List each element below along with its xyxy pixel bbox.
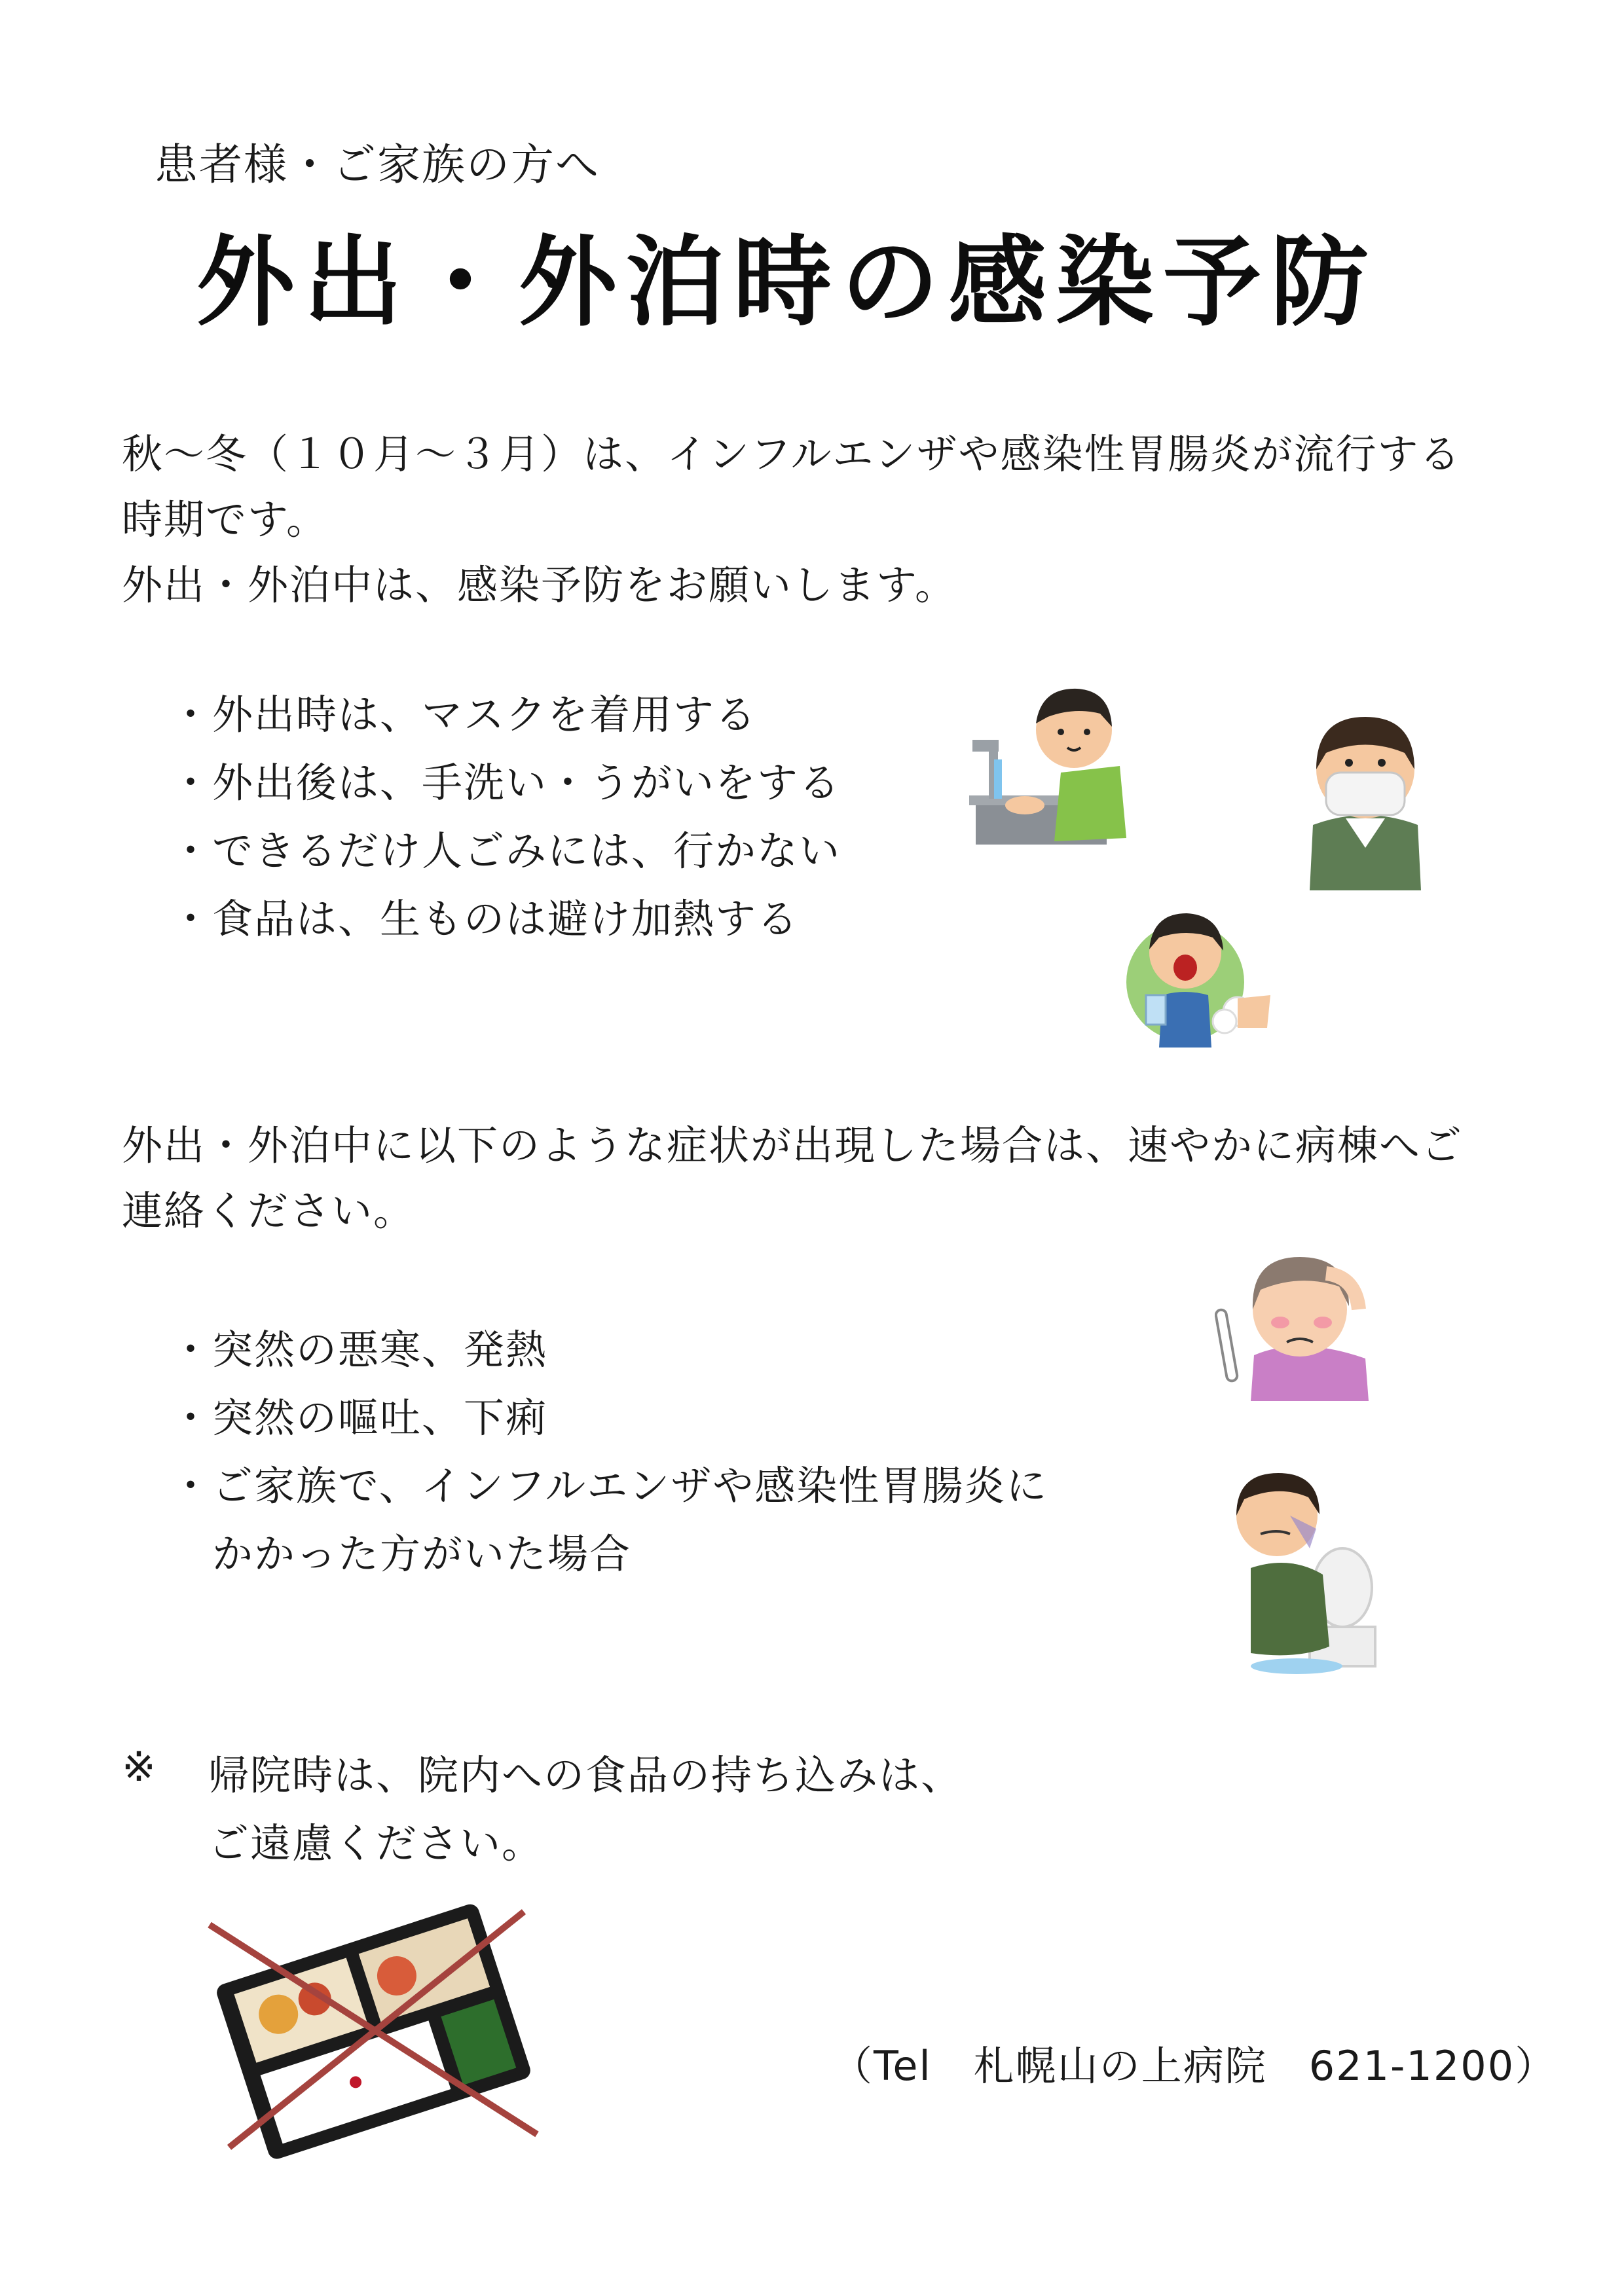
list-item: ・食品は、生ものは避け加熱する <box>170 895 800 943</box>
contact-info: （Tel 札幌山の上病院 621-1200） <box>832 2042 1557 2090</box>
mask-person-illustration <box>1300 707 1431 890</box>
note-mark: ※ <box>122 1743 156 1791</box>
note-line-2: ご遠慮ください。 <box>208 1819 544 1867</box>
list-item: ・外出時は、マスクを着用する <box>170 691 758 738</box>
gargling-illustration <box>1126 897 1270 1054</box>
list-item: ・ご家族で、インフルエンザや感染性胃腸炎に <box>170 1462 1048 1510</box>
intro-line-3: 外出・外泊中は、感染予防をお願いします。 <box>122 561 957 609</box>
diarrhea-illustration <box>1225 1457 1382 1679</box>
subtitle: 患者様・ご家族の方へ <box>155 139 600 190</box>
list-item: かかった方がいた場合 <box>170 1530 632 1578</box>
no-food-bento-illustration <box>196 1899 563 2160</box>
symptoms-intro-line-2: 連絡ください。 <box>122 1187 416 1235</box>
handwashing-illustration <box>963 668 1133 858</box>
prevention-list <box>170 681 841 953</box>
list-item: ・できるだけ人ごみには、行かない <box>170 827 841 875</box>
intro-paragraph <box>122 422 1462 618</box>
symptoms-intro <box>122 1113 1463 1244</box>
symptoms-list <box>170 1316 1048 1588</box>
list-item: ・突然の嘔吐、下痢 <box>170 1394 548 1442</box>
page-title: 外出・外泊時の感染予防 <box>196 226 1378 340</box>
list-item: ・突然の悪寒、発熱 <box>170 1326 548 1374</box>
list-item: ・外出後は、手洗い・うがいをする <box>170 759 841 807</box>
intro-line-2: 時期です。 <box>122 496 329 543</box>
note-line-1: 帰院時は、院内への食品の持ち込みは、 <box>208 1751 963 1799</box>
fever-illustration <box>1215 1237 1372 1401</box>
symptoms-intro-line-1: 外出・外泊中に以下のような症状が出現した場合は、速やかに病棟へご <box>122 1121 1464 1169</box>
note <box>208 1741 963 1878</box>
intro-line-1: 秋〜冬（１０月〜３月）は、インフルエンザや感染性胃腸炎が流行する <box>122 430 1462 478</box>
